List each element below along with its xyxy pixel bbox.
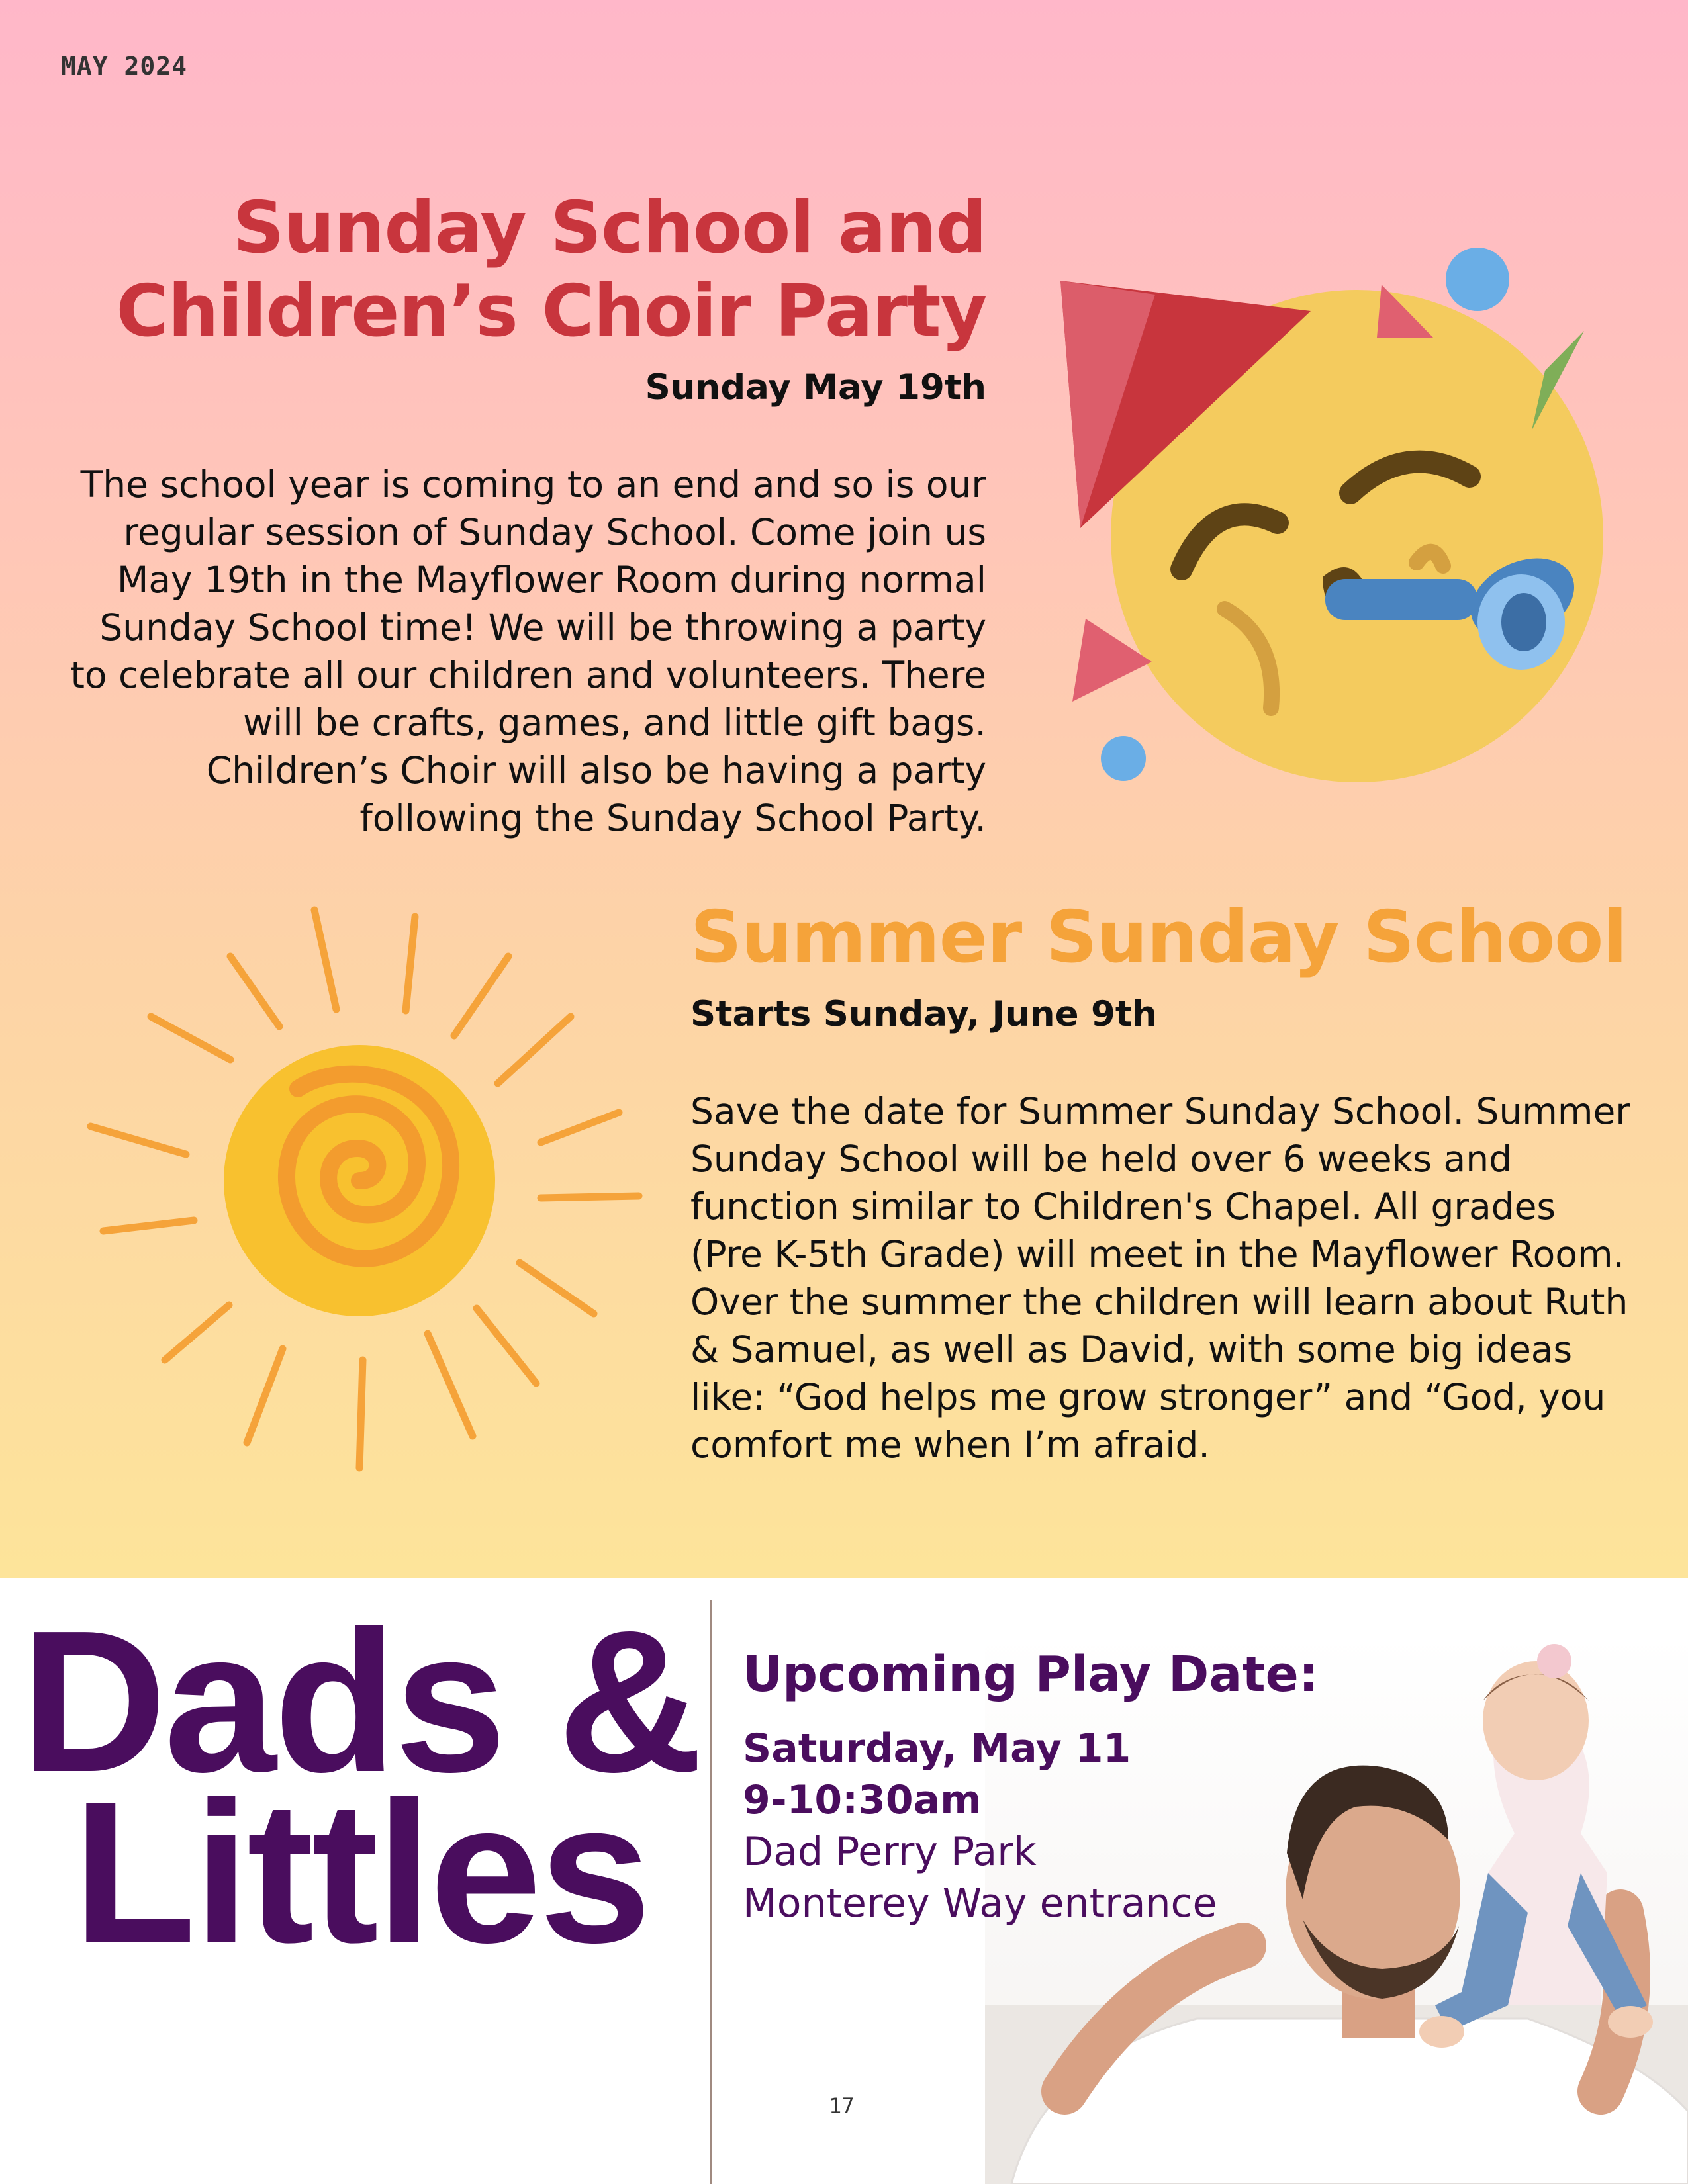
party-title-line1: Sunday School and [232,187,986,269]
party-title [0,187,986,353]
play-date-location: Dad Perry Park [743,1829,1037,1875]
party-face-emoji-icon [1046,238,1615,794]
issue-date: MAY 2024 [61,52,188,81]
play-date-entrance: Monterey Way entrance [743,1880,1217,1927]
vertical-divider [710,1600,712,2184]
dads-title-line2: Littles [72,1759,649,1985]
sun-illustration-icon [73,897,662,1486]
play-date-day: Saturday, May 11 [743,1725,1131,1772]
summer-description: Save the date for Summer Sunday School. Summer Sunday School will be held over 6 weeks and function similar to Children's Chapel. All grades (Pre K-5th Grade) will meet in the Mayflower Room. Over the summer the children will learn about Ruth & Samuel, as well as David, with some big ideas like: “God helps me grow stronger” and “God, you comfort me when I’m afraid. [690,1090,1630,1466]
dads-and-littles-title [20,1588,702,1985]
summer-title: Summer Sunday School [690,896,1627,979]
dads-title-line1: Dads & [21,1588,701,1814]
party-title-line2: Children’s Choir Party [116,270,986,353]
play-date-time: 9-10:30am [743,1777,982,1823]
party-description: The school year is coming to an end and so is our regular session of Sunday School. Come join us May 19th in the Mayflower Room during normal Sunday School time! We will be throwing a party to celebrate all our children and volunteers. There will be crafts, games, and little gift bags. Children’s Choir will also be having a party following the Sunday School Party. [70,463,986,839]
page-number: 17 [829,2093,855,2118]
summer-date: Starts Sunday, June 9th [690,994,1157,1034]
party-date: Sunday May 19th [645,367,986,408]
play-date-heading: Upcoming Play Date: [743,1646,1319,1703]
